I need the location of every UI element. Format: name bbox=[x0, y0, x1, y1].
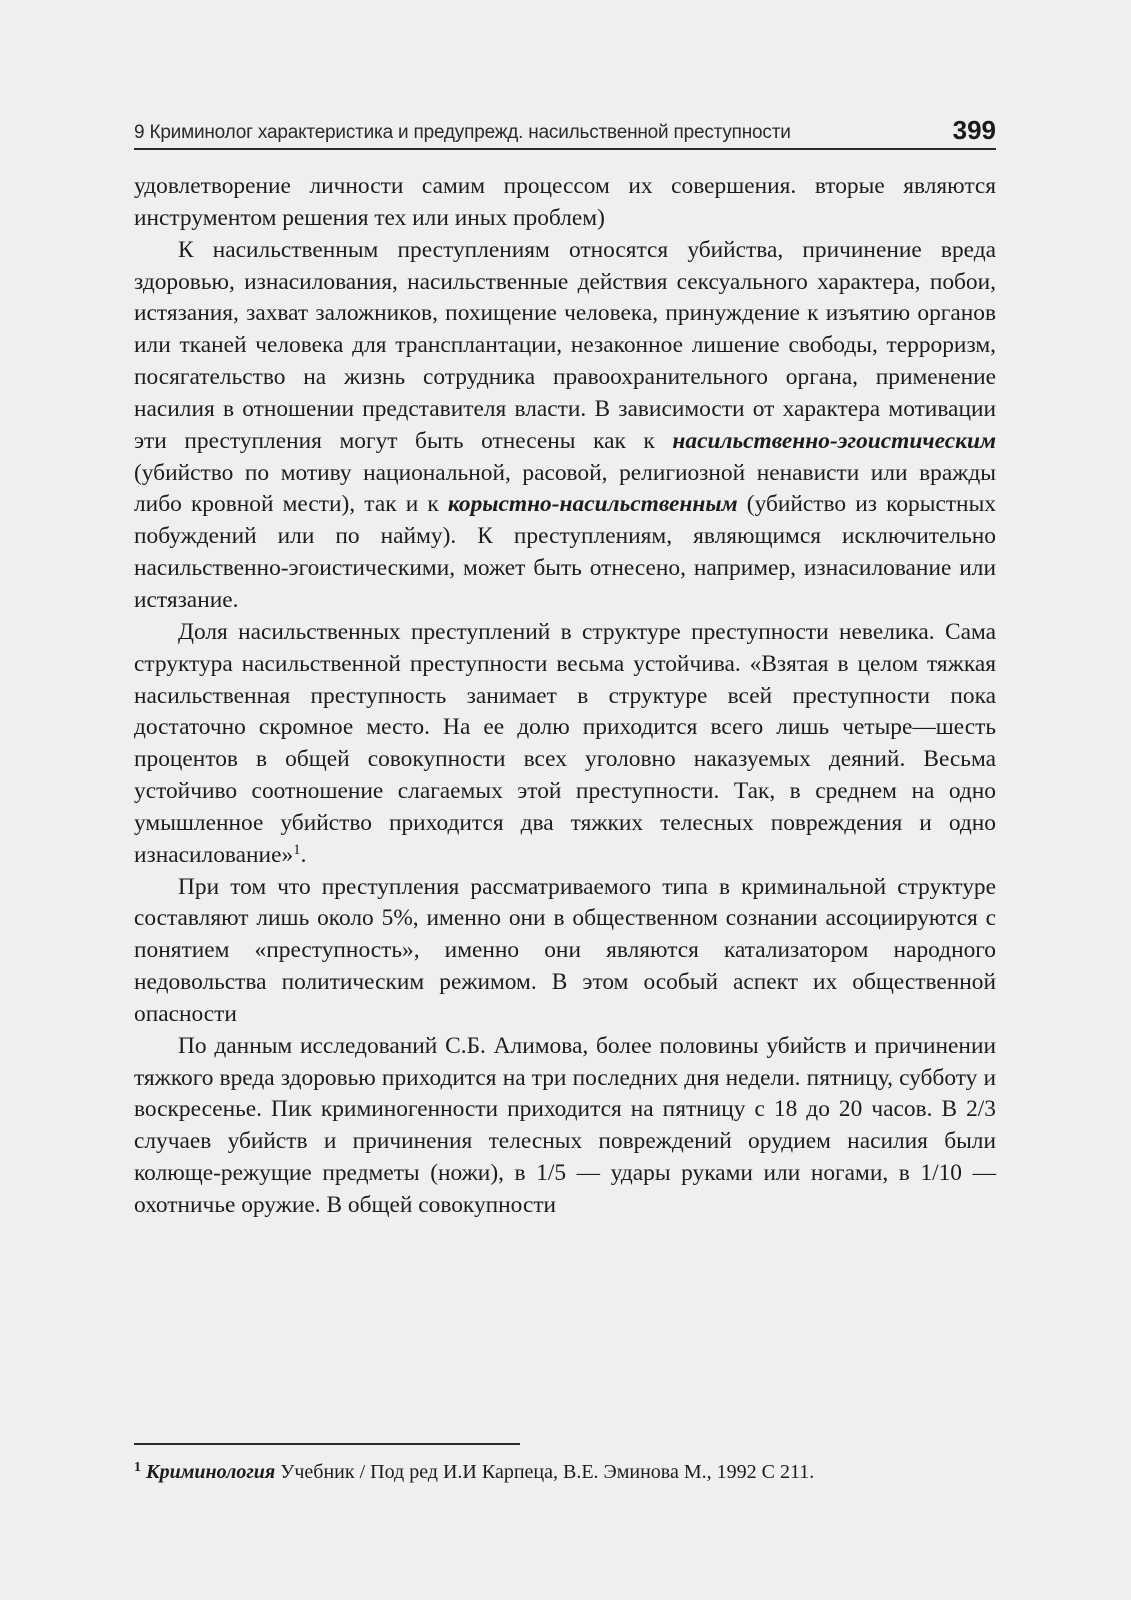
body-text bbox=[134, 171, 996, 1222]
paragraph-2 bbox=[134, 235, 996, 617]
paragraph-3-text: Доля насильственных преступлений в структуре преступности невелика. Сама структура насильственной преступности весьма устойчива. «Взятая в целом тяжкая насильственная преступность занимает в структуре всей преступности пока достаточно скромное место. На ее долю приходится всего лишь четыре—шесть процентов в общей совокупности всех уголовно наказуемых деяний. Весьма устойчиво соотношение слагаемых этой преступности. Так, в среднем на одно умышленное убийство приходится два тяжких телесных повреждения и одно изнасилование» bbox=[134, 618, 996, 868]
running-header bbox=[134, 112, 996, 150]
page-number: 399 bbox=[952, 115, 996, 145]
footnote-title: Криминология bbox=[146, 1461, 276, 1483]
footnote-mark: 1 bbox=[134, 1460, 141, 1475]
footnote-divider bbox=[134, 1443, 520, 1445]
footnote bbox=[134, 1459, 996, 1485]
paragraph-3-tail: . bbox=[300, 841, 307, 868]
header-title: 9 Криминолог характеристика и предупрежд. насильственной преступности bbox=[134, 122, 791, 143]
paragraph-3 bbox=[134, 617, 996, 872]
paragraph-4-text: При том что преступления рассматриваемого типа в криминальной структуре составляют лишь около 5%, именно они в общественном сознании ассоциируются с понятием «преступность», именно они являются катализатором народного недовольства политическим режимом. В этом особый аспект их общественной опасности bbox=[134, 873, 996, 1027]
paragraph-5 bbox=[134, 1031, 996, 1222]
paragraph-1 bbox=[134, 171, 996, 235]
paragraph-2-middle: (убийство по мотиву национальной, расовой, религиозной ненависти или вражды либо кровной мести), так и к bbox=[134, 459, 996, 518]
paragraph-2-before: К насильственным преступлениям относятся убийства, причинение вреда здоровью, изнасилования, насильственные действия сексуального характера, побои, истязания, захват заложников, похищение человека, принуждение к изъятию органов или тканей человека для трансплантации, незаконное лишение свободы, терроризм, посягательство на жизнь сотрудника правоохранительного органа, применение насилия в отношении представителя власти. В зависимости от характера мотивации эти преступления могут быть отнесены как к bbox=[134, 236, 996, 454]
footnote-reference[interactable]: 1 bbox=[293, 841, 301, 858]
paragraph-2-after: (убийство из корыстных побуждений или по найму). К преступлениям, являющимся исключительно насильственно-эгоистическими, может быть отнесено, например, изнасилование или истязание. bbox=[134, 491, 996, 613]
emphasis-term-2: корыстно-насильственным bbox=[447, 491, 738, 518]
paragraph-1-text: удовлетворение личности самим процессом их совершения. вторые являются инструментом решения тех или иных проблем) bbox=[134, 173, 996, 231]
paragraph-5-text: По данным исследований С.Б. Алимова, более половины убийств и причинении тяжкого вреда здоровью приходится на три последних дня недели. пятницу, субботу и воскресенье. Пик криминогенности приходится на пятницу с 18 до 20 часов. В 2/3 случаев убийств и причинения телесных повреждений орудием насилия были колюще-режущие предметы (ножи), в 1/5 — удары руками или ногами, в 1/10 — охотничье оружие. В общей совокупности bbox=[134, 1032, 996, 1218]
emphasis-term-1: насильственно-эгоистическим bbox=[672, 427, 996, 454]
paragraph-4 bbox=[134, 872, 996, 1031]
footnote-text: Учебник / Под ред И.И Карпеца, В.Е. Эминова М., 1992 С 211. bbox=[275, 1461, 815, 1483]
